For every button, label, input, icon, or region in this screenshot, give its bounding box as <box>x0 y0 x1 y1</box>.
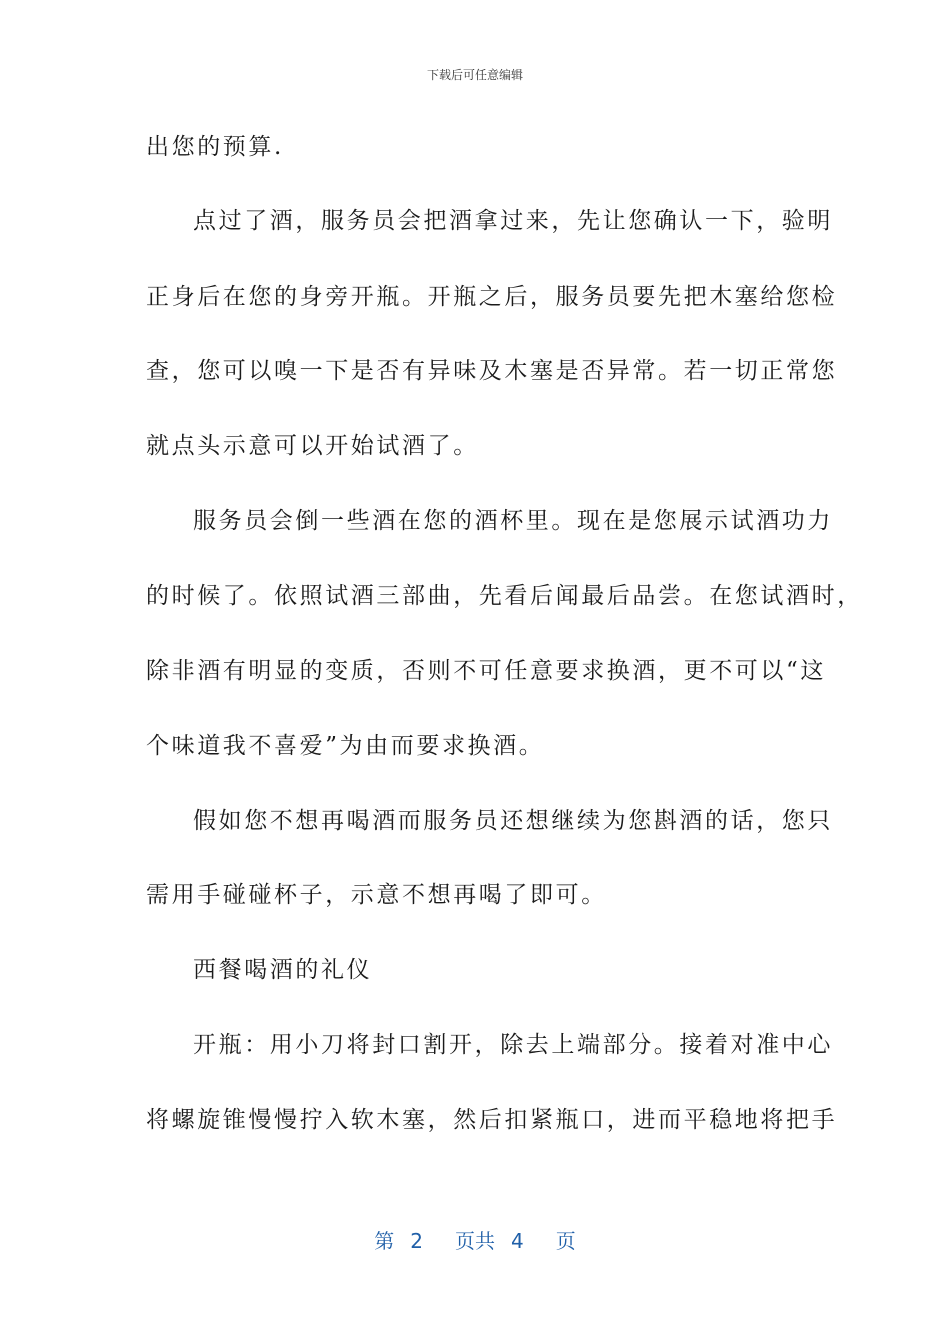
page-word: 页共 <box>455 1229 495 1253</box>
text-line: 开瓶：用小刀将封口割开，除去上端部分。接着对准中心 <box>193 1032 833 1058</box>
current-page-number: 2 <box>410 1229 423 1253</box>
text-line: 就点头示意可以开始试酒了。 <box>146 433 479 459</box>
page-label: 第 <box>374 1229 395 1253</box>
text-line: 假如您不想再喝酒而服务员还想继续为您斟酒的话，您只 <box>193 808 833 834</box>
text-line: 服务员会倒一些酒在您的酒杯里。现在是您展示试酒功力 <box>193 508 833 534</box>
text-line: 的时候了。依照试酒三部曲，先看后闻最后品尝。在您试酒时， <box>146 583 863 609</box>
text-line: 查，您可以嗅一下是否有异味及木塞是否异常。若一切正常您 <box>146 358 838 384</box>
text-line: 出您的预算. <box>146 134 284 160</box>
total-pages-number: 4 <box>511 1229 524 1253</box>
page-header: 下载后可任意编辑 <box>426 68 523 82</box>
text-line: 需用手碰碰杯子，示意不想再喝了即可。 <box>146 882 607 908</box>
section-heading: 西餐喝酒的礼仪 <box>193 957 373 983</box>
page-suffix: 页 <box>555 1229 576 1253</box>
text-line: 除非酒有明显的变质，否则不可任意要求换酒，更不可以“这 <box>146 658 826 684</box>
text-line: 个味道我不喜爱”为由而要求换酒。 <box>146 733 545 759</box>
text-line: 将螺旋锥慢慢拧入软木塞，然后扣紧瓶口，进而平稳地将把手 <box>146 1107 838 1133</box>
text-line: 正身后在您的身旁开瓶。开瓶之后，服务员要先把木塞给您检 <box>146 284 838 310</box>
text-line: 点过了酒，服务员会把酒拿过来，先让您确认一下，验明 <box>193 208 833 234</box>
page-footer <box>0 1225 950 1254</box>
